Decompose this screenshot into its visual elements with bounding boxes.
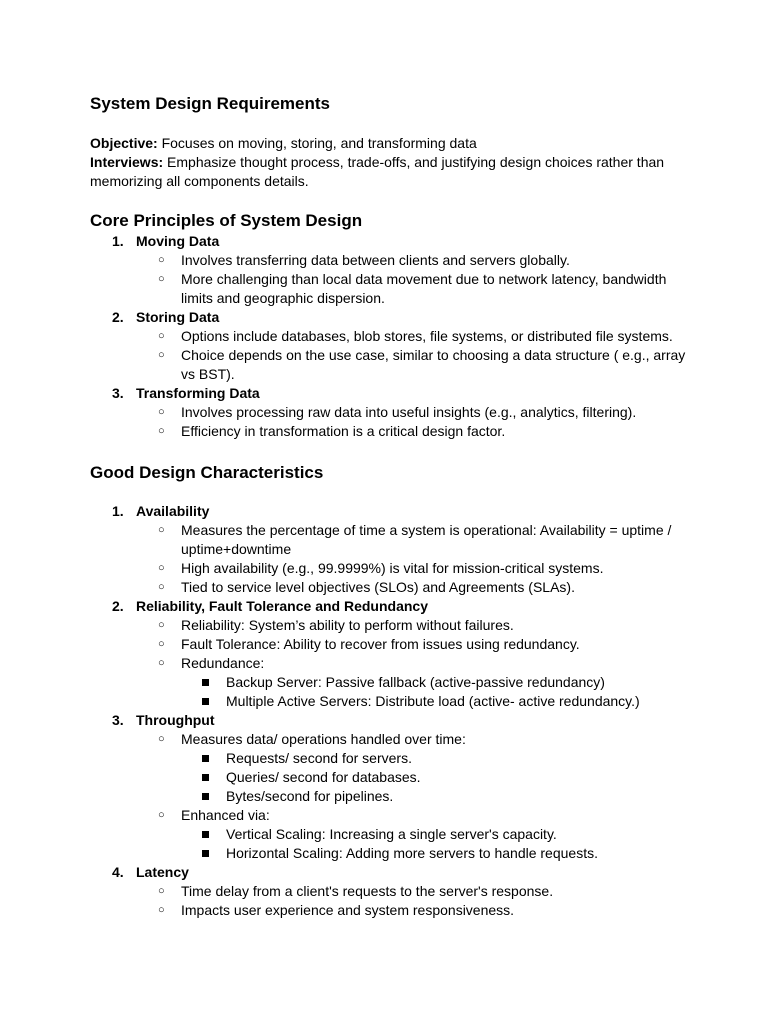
list-item xyxy=(90,863,690,920)
hollow-bullet-icon: ○ xyxy=(158,657,165,669)
bullet-text: Measures data/ operations handled over time: xyxy=(181,731,466,747)
item-number: 4. xyxy=(112,864,124,880)
list-item xyxy=(90,597,690,711)
square-bullet-icon xyxy=(202,755,209,762)
list-item xyxy=(90,711,690,863)
item-number: 3. xyxy=(112,712,124,728)
item-heading xyxy=(90,863,690,882)
bullet-item xyxy=(90,635,690,654)
sub-bullet-item xyxy=(90,844,690,863)
bullet-text: Fault Tolerance: Ability to recover from issues using redundancy. xyxy=(181,636,580,652)
bullet-item xyxy=(90,654,690,673)
bullet-text: Redundance: xyxy=(181,655,265,671)
hollow-bullet-icon: ○ xyxy=(158,885,165,897)
intro-section xyxy=(90,134,680,191)
bullet-item xyxy=(90,730,690,749)
item-heading xyxy=(90,384,690,403)
sub-bullet-text: Queries/ second for databases. xyxy=(226,769,421,785)
sub-bullet-item xyxy=(90,692,690,711)
sub-bullet-item xyxy=(90,787,690,806)
bullet-item xyxy=(90,578,690,597)
item-heading xyxy=(90,597,690,616)
sub-bullet-text: Multiple Active Servers: Distribute load (active- active redundancy.) xyxy=(226,693,640,709)
list-item xyxy=(90,502,690,597)
bullet-text: Options include databases, blob stores, file systems, or distributed file systems. xyxy=(181,328,673,344)
item-number: 1. xyxy=(112,503,124,519)
hollow-bullet-icon: ○ xyxy=(158,330,165,342)
hollow-bullet-icon: ○ xyxy=(158,254,165,266)
sub-bullet-text: Vertical Scaling: Increasing a single server's capacity. xyxy=(226,826,557,842)
hollow-bullet-icon: ○ xyxy=(158,638,165,650)
bullet-text: Choice depends on the use case, similar to choosing a data structure ( e.g., array vs BST). xyxy=(181,347,686,382)
good-design-list xyxy=(90,502,690,920)
square-bullet-icon xyxy=(202,698,209,705)
bullet-text: Time delay from a client's requests to the server's response. xyxy=(181,883,554,899)
sub-bullet-item xyxy=(90,825,690,844)
square-bullet-icon xyxy=(202,679,209,686)
core-principles-list xyxy=(90,232,690,441)
sub-bullet-item xyxy=(90,768,690,787)
bullet-item xyxy=(90,251,690,270)
bullet-text: Impacts user experience and system responsiveness. xyxy=(181,902,515,918)
sub-bullet-item xyxy=(90,673,690,692)
square-bullet-icon xyxy=(202,831,209,838)
sub-bullet-item xyxy=(90,749,690,768)
item-heading xyxy=(90,308,690,327)
item-heading xyxy=(90,502,690,521)
item-title: Reliability, Fault Tolerance and Redundancy xyxy=(136,598,428,614)
bullet-item xyxy=(90,327,690,346)
item-number: 3. xyxy=(112,385,124,401)
list-item xyxy=(90,308,690,384)
bullet-item xyxy=(90,806,690,825)
hollow-bullet-icon: ○ xyxy=(158,809,165,821)
hollow-bullet-icon: ○ xyxy=(158,904,165,916)
square-bullet-icon xyxy=(202,793,209,800)
item-number: 2. xyxy=(112,598,124,614)
bullet-item xyxy=(90,521,690,559)
bullet-item xyxy=(90,422,690,441)
bullet-item xyxy=(90,559,690,578)
hollow-bullet-icon: ○ xyxy=(158,581,165,593)
interviews-text: Emphasize thought process, trade-offs, and justifying design choices rather than memorizing all components details. xyxy=(90,154,665,189)
item-title: Latency xyxy=(136,864,189,880)
bullet-text: High availability (e.g., 99.9999%) is vital for mission-critical systems. xyxy=(181,560,604,576)
item-heading xyxy=(90,232,690,251)
hollow-bullet-icon: ○ xyxy=(158,524,165,536)
hollow-bullet-icon: ○ xyxy=(158,562,165,574)
bullet-text: Reliability: System’s ability to perform without failures. xyxy=(181,617,514,633)
bullet-item xyxy=(90,882,690,901)
item-title: Transforming Data xyxy=(136,385,260,401)
bullet-text: Measures the percentage of time a system is operational: Availability = uptime / uptime+downtime xyxy=(181,522,672,557)
item-number: 1. xyxy=(112,233,124,249)
core-principles-heading: Core Principles of System Design xyxy=(90,211,363,230)
sub-bullet-text: Requests/ second for servers. xyxy=(226,750,412,766)
hollow-bullet-icon: ○ xyxy=(158,406,165,418)
hollow-bullet-icon: ○ xyxy=(158,733,165,745)
item-title: Availability xyxy=(136,503,210,519)
sub-bullet-text: Backup Server: Passive fallback (active-passive redundancy) xyxy=(226,674,605,690)
bullet-text: Involves transferring data between clients and servers globally. xyxy=(181,252,570,268)
objective-label: Objective: xyxy=(90,135,158,151)
hollow-bullet-icon: ○ xyxy=(158,349,165,361)
interviews-label: Interviews: xyxy=(90,154,164,170)
bullet-item xyxy=(90,403,690,422)
objective-line xyxy=(90,134,680,153)
item-title: Moving Data xyxy=(136,233,220,249)
hollow-bullet-icon: ○ xyxy=(158,425,165,437)
bullet-text: More challenging than local data movement due to network latency, bandwidth limits and geographic dispersion. xyxy=(181,271,667,306)
hollow-bullet-icon: ○ xyxy=(158,619,165,631)
item-title: Throughput xyxy=(136,712,215,728)
list-item xyxy=(90,384,690,441)
bullet-text: Enhanced via: xyxy=(181,807,270,823)
bullet-text: Tied to service level objectives (SLOs) and Agreements (SLAs). xyxy=(181,579,575,595)
bullet-item xyxy=(90,346,690,384)
square-bullet-icon xyxy=(202,774,209,781)
bullet-item xyxy=(90,270,690,308)
good-design-heading: Good Design Characteristics xyxy=(90,463,324,482)
item-title: Storing Data xyxy=(136,309,220,325)
sub-bullet-text: Bytes/second for pipelines. xyxy=(226,788,394,804)
item-heading xyxy=(90,711,690,730)
item-number: 2. xyxy=(112,309,124,325)
bullet-text: Involves processing raw data into useful insights (e.g., analytics, filtering). xyxy=(181,404,637,420)
bullet-text: Efficiency in transformation is a critical design factor. xyxy=(181,423,506,439)
sub-bullet-text: Horizontal Scaling: Adding more servers to handle requests. xyxy=(226,845,598,861)
list-item xyxy=(90,232,690,308)
bullet-item xyxy=(90,901,690,920)
interviews-line xyxy=(90,153,680,191)
bullet-item xyxy=(90,616,690,635)
objective-text: Focuses on moving, storing, and transforming data xyxy=(157,135,477,151)
page-title: System Design Requirements xyxy=(90,94,330,113)
hollow-bullet-icon: ○ xyxy=(158,273,165,285)
square-bullet-icon xyxy=(202,850,209,857)
